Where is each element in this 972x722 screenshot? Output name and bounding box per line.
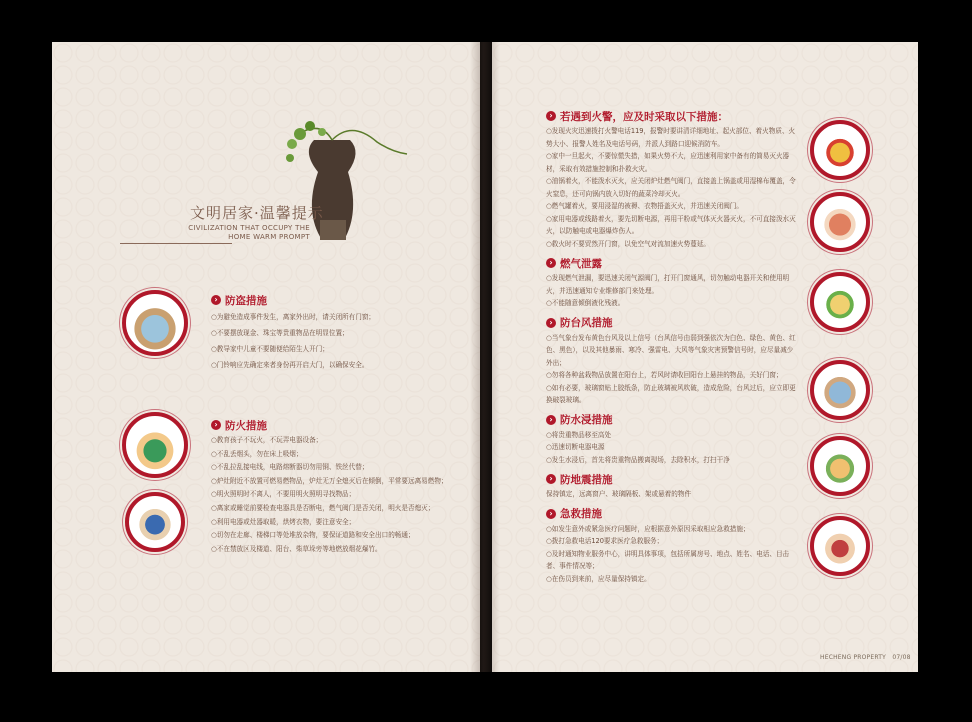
- chevron-right-icon: ›: [546, 415, 556, 425]
- list-item: ○教育孩子不玩火，不玩弄电器设备；: [211, 436, 323, 444]
- heading-text: 防火措施: [225, 419, 267, 432]
- title-divider: [120, 243, 232, 244]
- fire-safety-illustration: [122, 412, 188, 478]
- item-list: [546, 488, 798, 501]
- list-item: ○将贵重物品移至高处: [546, 430, 612, 439]
- typhoon-illustration: [810, 360, 870, 420]
- list-item: ○发现燃气泄漏，要迅速关闭气源阀门，打开门窗通风，切勿触动电器开关和使用明火，并迅速通知专业维修部门来处理。: [546, 274, 790, 295]
- book-spine: [470, 42, 500, 672]
- heading-text: 防台风措施: [560, 317, 613, 329]
- section-heading: [211, 293, 461, 307]
- list-item: ○在伤员到来前，应尽量保持镇定。: [546, 574, 651, 583]
- section-fire-prevention: [211, 418, 466, 556]
- section-fire-alarm: [546, 109, 802, 250]
- section-heading: [546, 413, 802, 427]
- list-item: ○离家或睡觉前要检查电器具是否断电，燃气阀门是否关闭，明火是否熄灭；: [211, 503, 435, 512]
- list-item: ○及时通知物业服务中心，讲明具体事项，包括所属房号、地点、姓名、电话、目击者、事件情况等；: [546, 549, 790, 570]
- section-heading: [546, 472, 802, 486]
- list-item: ○油锅着火，不能泼水灭火，应关闭炉灶燃气阀门，直接盖上锅盖或用湿棉布覆盖，令火窒息，还可向锅内放入切好的蔬菜冷却灭火。: [546, 177, 796, 198]
- chevron-right-icon: ›: [546, 509, 556, 519]
- flooding-illustration: [810, 436, 870, 496]
- page-number: 07/08: [892, 654, 911, 661]
- chevron-right-icon: ›: [211, 295, 221, 305]
- page-subtitle: [150, 224, 310, 242]
- heading-text: 急救措施: [560, 508, 602, 520]
- list-item: ○切勿在走廊、楼梯口等处堆放杂物，要保证道路和安全出口的畅通；: [211, 531, 415, 540]
- heading-text: 防水浸措施: [560, 414, 613, 426]
- section-earthquake: [546, 472, 802, 501]
- section-first-aid: [546, 507, 802, 586]
- section-heading: [211, 418, 466, 432]
- heading-text: 防地震措施: [560, 473, 613, 486]
- list-item: ○门铃响应先确定来者身份再开启大门，以确保安全。: [211, 361, 369, 369]
- list-item: ○不乱丢烟头，勿在床上吸烟；: [211, 449, 303, 458]
- section-heading: [546, 316, 802, 330]
- page-title: 文明居家·温馨提示: [190, 204, 324, 222]
- list-item: ○迅速切断电器电源: [546, 443, 605, 451]
- subtitle-line-2: HOME WARM PROMPT: [228, 233, 310, 241]
- list-item: ○家用电器或线路着火，要先切断电源，再用干粉或气体灭火器灭火，不可直接泼水灭火，以防触电或电器爆炸伤人。: [546, 214, 796, 235]
- chevron-right-icon: ›: [211, 420, 221, 430]
- list-item: ○明火照明时不离人，不要用明火照明寻找物品；: [211, 490, 356, 499]
- footer-brand: HECHENG PROPERTY: [820, 654, 887, 661]
- list-item: ○不要摆放现金、珠宝等贵重物品在明显位置；: [211, 329, 349, 337]
- fire-call-illustration: [810, 120, 870, 180]
- list-item: ○当气象台发布黄色台风及以上信号（台风信号由弱到强依次为白色、绿色、黄色、红色、黑色），以及其他暴雨、寒冷、强雷电、大风等气象灾害预警信号时，应尽量减少外出；: [546, 333, 796, 367]
- section-heading: [546, 256, 802, 270]
- burglar-illustration: [122, 290, 188, 356]
- section-heading: [546, 109, 802, 123]
- subtitle-line-1: CIVILIZATION THAT OCCUPY THE: [188, 224, 310, 232]
- list-item: ○不乱拉乱接电线，电路熔断器切勿用铜、铁丝代替；: [211, 463, 369, 472]
- item-list: [211, 309, 461, 373]
- list-item: ○利用电器或灶器取暖，烘烤衣物，要注意安全；: [211, 517, 356, 526]
- list-item: ○教导家中儿童不要随便给陌生人开门；: [211, 345, 329, 353]
- heading-text: 防盗措施: [225, 294, 267, 307]
- chevron-right-icon: ›: [546, 258, 556, 268]
- section-heading: [546, 507, 802, 521]
- list-item: ○炉灶附近不放置可燃易燃物品，炉灶无万全熄灭后在倾倒，平常要远离易燃物；: [211, 476, 448, 485]
- list-item: ○如有必要，玻璃窗贴上胶纸条，防止玻璃被风吹破，造成危险，台风过后，应立即更换破裂玻璃。: [546, 383, 796, 404]
- item-list: [546, 272, 798, 310]
- list-item: 保持镇定，远离窗户、玻璃隔板、架或悬着的物件: [546, 490, 692, 498]
- list-item: ○发生水浸后，首先将贵重物品搬离现场，去除积水，打扫干净: [546, 455, 730, 464]
- chevron-right-icon: ›: [546, 111, 556, 121]
- heading-text: 燃气泄露: [560, 257, 602, 270]
- list-item: ○不在禁放区及楼道、阳台、柴草垛旁等地燃放烟花爆竹。: [211, 544, 382, 553]
- list-item: ○不能随意倾倒液化残液。: [546, 299, 625, 307]
- item-list: [546, 429, 798, 467]
- page-footer: [820, 654, 911, 661]
- item-list: [546, 523, 798, 586]
- gas-leak-illustration: [810, 272, 870, 332]
- section-anti-theft: [211, 293, 461, 373]
- section-typhoon: [546, 316, 802, 407]
- heading-text: 若遇到火警，应及时采取以下措施：: [560, 110, 728, 123]
- electric-safety-illustration: [125, 492, 185, 552]
- item-list: [211, 434, 466, 556]
- item-list: [546, 125, 798, 250]
- list-item: ○为避免造成事件发生，离家外出时，请关闭所有门窗；: [211, 313, 376, 321]
- list-item: ○拨打急救电话120要求医疗急救服务；: [546, 537, 664, 545]
- item-list: [546, 332, 798, 407]
- list-item: ○如发生意外或紧急医疗问题时，应根据意外原因采取相应急救措施；: [546, 524, 750, 533]
- list-item: ○家中一旦起火，不要惊慌失措，如果火势不大，应迅速利用家中备有的简易灭火器材，采取有效措施控制和扑救火灾。: [546, 152, 790, 173]
- right-sections: [546, 109, 802, 585]
- fire-extinguish-illustration: [810, 192, 870, 252]
- section-gas-leak: [546, 256, 802, 310]
- section-flooding: [546, 413, 802, 467]
- chevron-right-icon: ›: [546, 318, 556, 328]
- list-item: ○勿将各种盆栽物品放置在阳台上，若风时请收回阳台上悬挂的物品，关好门窗；: [546, 371, 783, 379]
- first-aid-illustration: [810, 516, 870, 576]
- list-item: ○燃气罐着火，要用浸湿的被褥、衣物捂盖灭火，并迅速关闭阀门。: [546, 202, 743, 210]
- list-item: ○发现火灾迅速拨打火警电话119，报警时要讲清详细地址、起火部位、着火物质、火势大小、报警人姓名及电话号码，并派人到路口迎候消防车。: [546, 127, 796, 148]
- chevron-right-icon: ›: [546, 474, 556, 484]
- list-item: ○救火时不要贸然开门窗，以免空气对流加速火势蔓延。: [546, 239, 711, 248]
